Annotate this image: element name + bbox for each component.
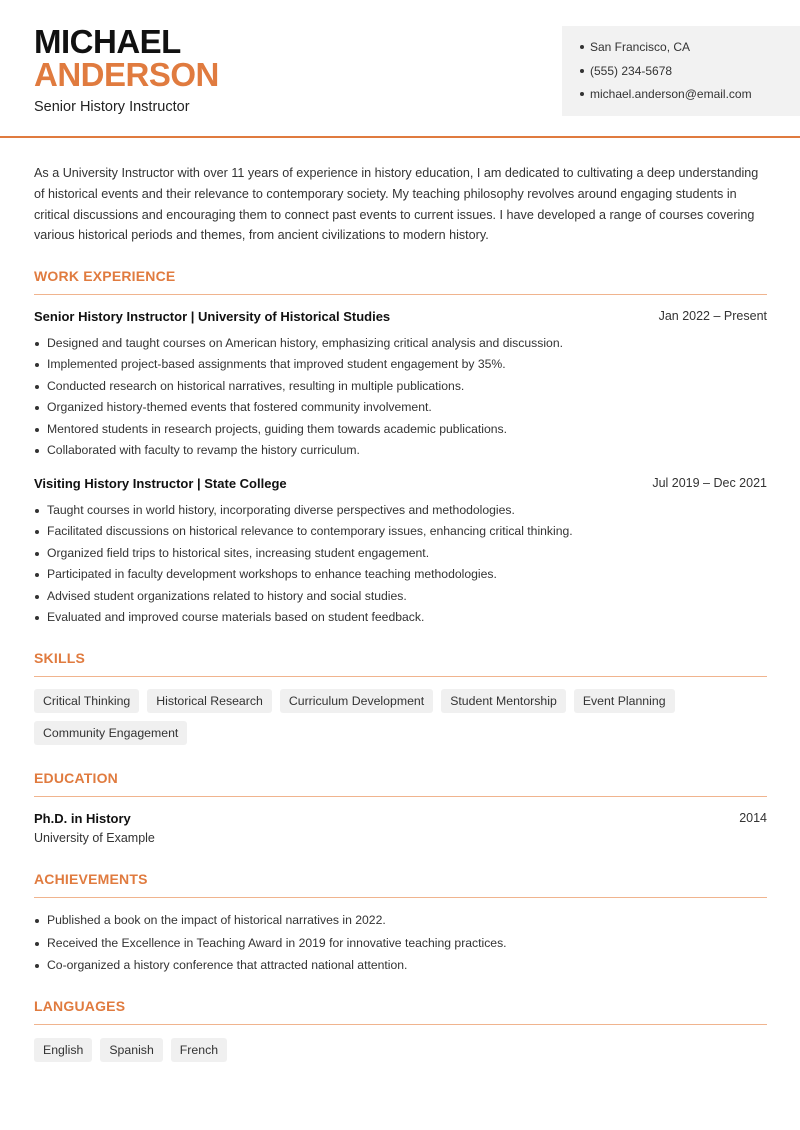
education-heading: EDUCATION [34, 770, 118, 786]
list-item: Co-organized a history conference that attracted national attention. [34, 957, 767, 980]
list-item: Designed and taught courses on American history, emphasizing critical analysis and discussion. [34, 335, 767, 356]
skill-chip: Historical Research [147, 689, 272, 713]
list-item: Organized field trips to historical sites, increasing student engagement. [34, 545, 767, 566]
language-chip: English [34, 1038, 92, 1062]
job-dates: Jul 2019 – Dec 2021 [652, 476, 767, 490]
section-divider [34, 294, 767, 295]
contact-box [562, 26, 800, 116]
list-item: Received the Excellence in Teaching Award in 2019 for innovative teaching practices. [34, 935, 767, 958]
job-header [34, 309, 767, 329]
work-experience-heading: WORK EXPERIENCE [34, 268, 176, 284]
job-title: Senior History Instructor [34, 99, 190, 115]
contact-phone: (555) 234-5678 [580, 62, 800, 86]
resume-header [0, 0, 800, 138]
list-item: Facilitated discussions on historical relevance to contemporary issues, enhancing critical thinking. [34, 523, 767, 544]
language-chip: Spanish [100, 1038, 162, 1062]
job-title-employer: Visiting History Instructor | State College [34, 476, 287, 491]
section-divider [34, 897, 767, 898]
achievements-list [34, 912, 767, 980]
list-item: Participated in faculty development workshops to enhance teaching methodologies. [34, 566, 767, 587]
job-header [34, 476, 767, 496]
skill-chip: Critical Thinking [34, 689, 139, 713]
section-divider [34, 1024, 767, 1025]
job-bullets [34, 502, 767, 630]
skill-chip: Community Engagement [34, 721, 187, 745]
skill-chip: Curriculum Development [280, 689, 433, 713]
skills-list [34, 689, 767, 745]
job-dates: Jan 2022 – Present [658, 309, 767, 323]
contact-email[interactable]: michael.anderson@email.com [580, 85, 800, 109]
section-divider [34, 796, 767, 797]
skill-chip: Student Mentorship [441, 689, 566, 713]
summary: As a University Instructor with over 11 years of experience in history education, I am dedicated to cultivating a deep understanding of historical events and their relevance to contemporary society. My teaching philosophy revolves around engaging students in critical discussions and encouraging them to connect past events to current issues. I have developed a range of courses covering various historical periods and themes, from ancient civilizations to modern history. [34, 166, 759, 243]
languages-list [34, 1038, 767, 1062]
list-item: Taught courses in world history, incorporating diverse perspectives and methodologies. [34, 502, 767, 523]
list-item: Mentored students in research projects, guiding them towards academic publications. [34, 421, 767, 442]
first-name: MICHAEL [34, 23, 181, 60]
job-title-employer: Senior History Instructor | University of Historical Studies [34, 309, 391, 324]
last-name: ANDERSON [34, 56, 219, 93]
list-item: Published a book on the impact of historical narratives in 2022. [34, 912, 767, 935]
graduation-year: 2014 [739, 811, 767, 825]
skill-chip: Event Planning [574, 689, 675, 713]
list-item: Conducted research on historical narratives, resulting in multiple publications. [34, 378, 767, 399]
language-chip: French [171, 1038, 227, 1062]
achievements-heading: ACHIEVEMENTS [34, 871, 148, 887]
list-item: Implemented project-based assignments that improved student engagement by 35%. [34, 356, 767, 377]
skills-heading: SKILLS [34, 650, 85, 666]
section-divider [34, 676, 767, 677]
list-item: Collaborated with faculty to revamp the history curriculum. [34, 442, 767, 463]
degree: Ph.D. in History [34, 811, 131, 826]
job-bullets [34, 335, 767, 463]
contact-location: San Francisco, CA [580, 38, 800, 62]
languages-heading: LANGUAGES [34, 998, 126, 1014]
list-item: Evaluated and improved course materials based on student feedback. [34, 609, 767, 630]
school: University of Example [34, 831, 155, 845]
list-item: Advised student organizations related to history and social studies. [34, 588, 767, 609]
list-item: Organized history-themed events that fostered community involvement. [34, 399, 767, 420]
